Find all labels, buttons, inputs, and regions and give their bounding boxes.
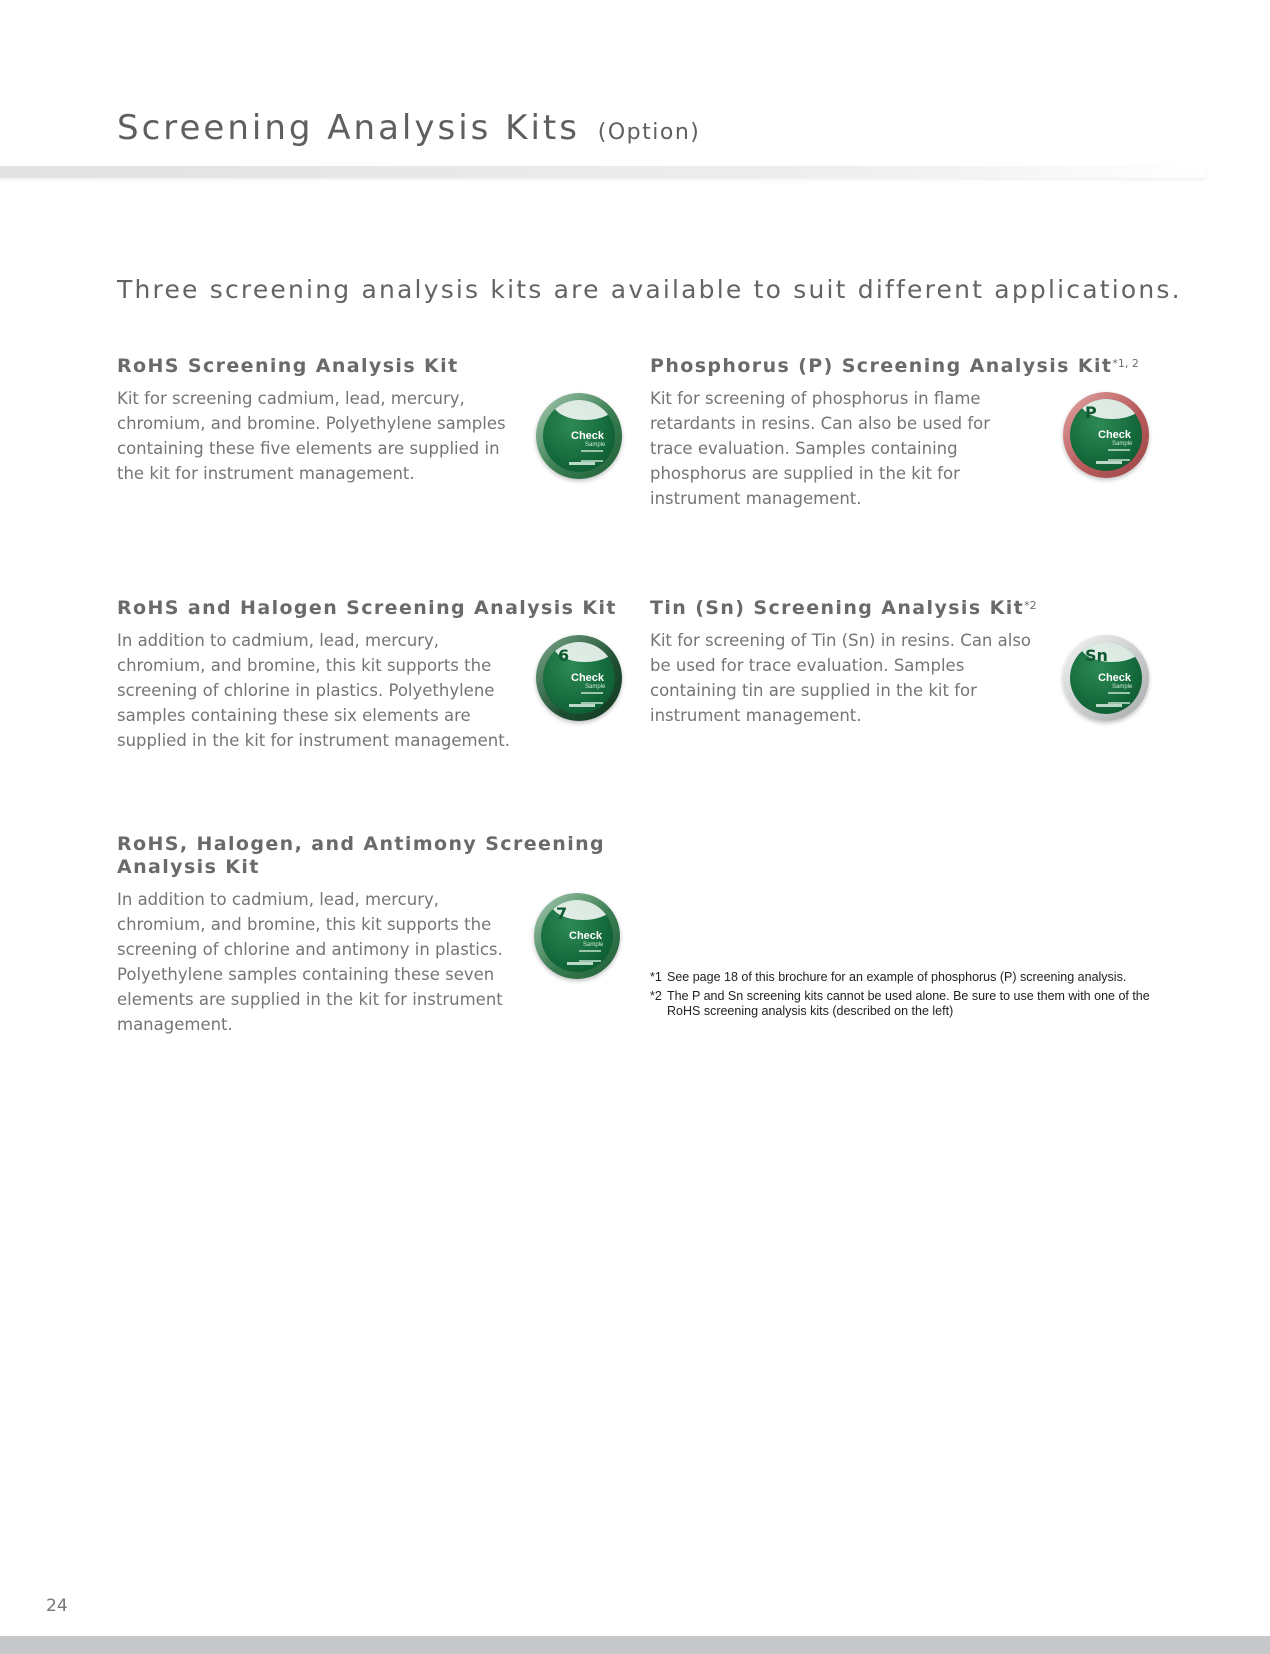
kit-title: Phosphorus (P) Screening Analysis Kit$^{*1, 2}$	[650, 355, 1139, 377]
check-sample-6-icon: 6 Check Sample	[536, 635, 622, 721]
kit-description: Kit for screening of Tin (Sn) in resins. Can also be used for trace evaluation. Samples containing tin are supplied in the kit for instrument management.	[650, 631, 1032, 725]
bottom-bar	[0, 1636, 1270, 1654]
kit-description: Kit for screening cadmium, lead, mercury, chromium, and bromine. Polyethylene samples containing these five elements are supplied in the kit for instrument management.	[117, 389, 506, 483]
kit-description: In addition to cadmium, lead, mercury, chromium, and bromine, this kit supports the screening of chlorine in plastics. Polyethylene samples containing these six elements are supplied in the kit for instrument management.	[117, 631, 510, 750]
footnote-1: *1 See page 18 of this brochure for an example of phosphorus (P) screening analysis.	[650, 970, 1127, 984]
check-sample-green-icon: Check Sample	[536, 393, 622, 479]
page-title	[117, 108, 700, 148]
check-sample-red-icon: P Check Sample	[1063, 392, 1149, 478]
check-sample-sn-icon: Sn Check Sample	[1063, 635, 1149, 721]
intro-text: Three screening analysis kits are available to suit different applications.	[117, 275, 1182, 304]
footnote-2: *2 The P and Sn screening kits cannot be used alone. Be sure to use them with one of the RoHS screening analysis kits (described on the left)	[650, 989, 1150, 1018]
page-number: 24	[46, 1596, 68, 1616]
check-sample-7-icon: 7 Check Sample	[534, 893, 620, 979]
page-title-text: Screening Analysis Kits	[117, 108, 580, 148]
kit-title: RoHS, Halogen, and Antimony Screening Analysis Kit	[117, 833, 606, 878]
page-title-suffix: (Option)	[597, 120, 701, 145]
kit-description: In addition to cadmium, lead, mercury, chromium, and bromine, this kit supports the screening of chlorine and antimony in plastics. Polyethylene samples containing these seven elements are supplied in the kit for instrument management.	[117, 890, 503, 1034]
kit-description: Kit for screening of phosphorus in flame retardants in resins. Can also be used for trace evaluation. Samples containing phosphorus are supplied in the kit for instrument management.	[650, 389, 991, 508]
kit-title: RoHS Screening Analysis Kit	[117, 355, 459, 377]
kit-title: Tin (Sn) Screening Analysis Kit$^{*2}$	[650, 597, 1037, 619]
title-divider	[0, 166, 1205, 178]
kit-title: RoHS and Halogen Screening Analysis Kit	[117, 597, 617, 619]
footnotes	[650, 970, 1170, 1023]
